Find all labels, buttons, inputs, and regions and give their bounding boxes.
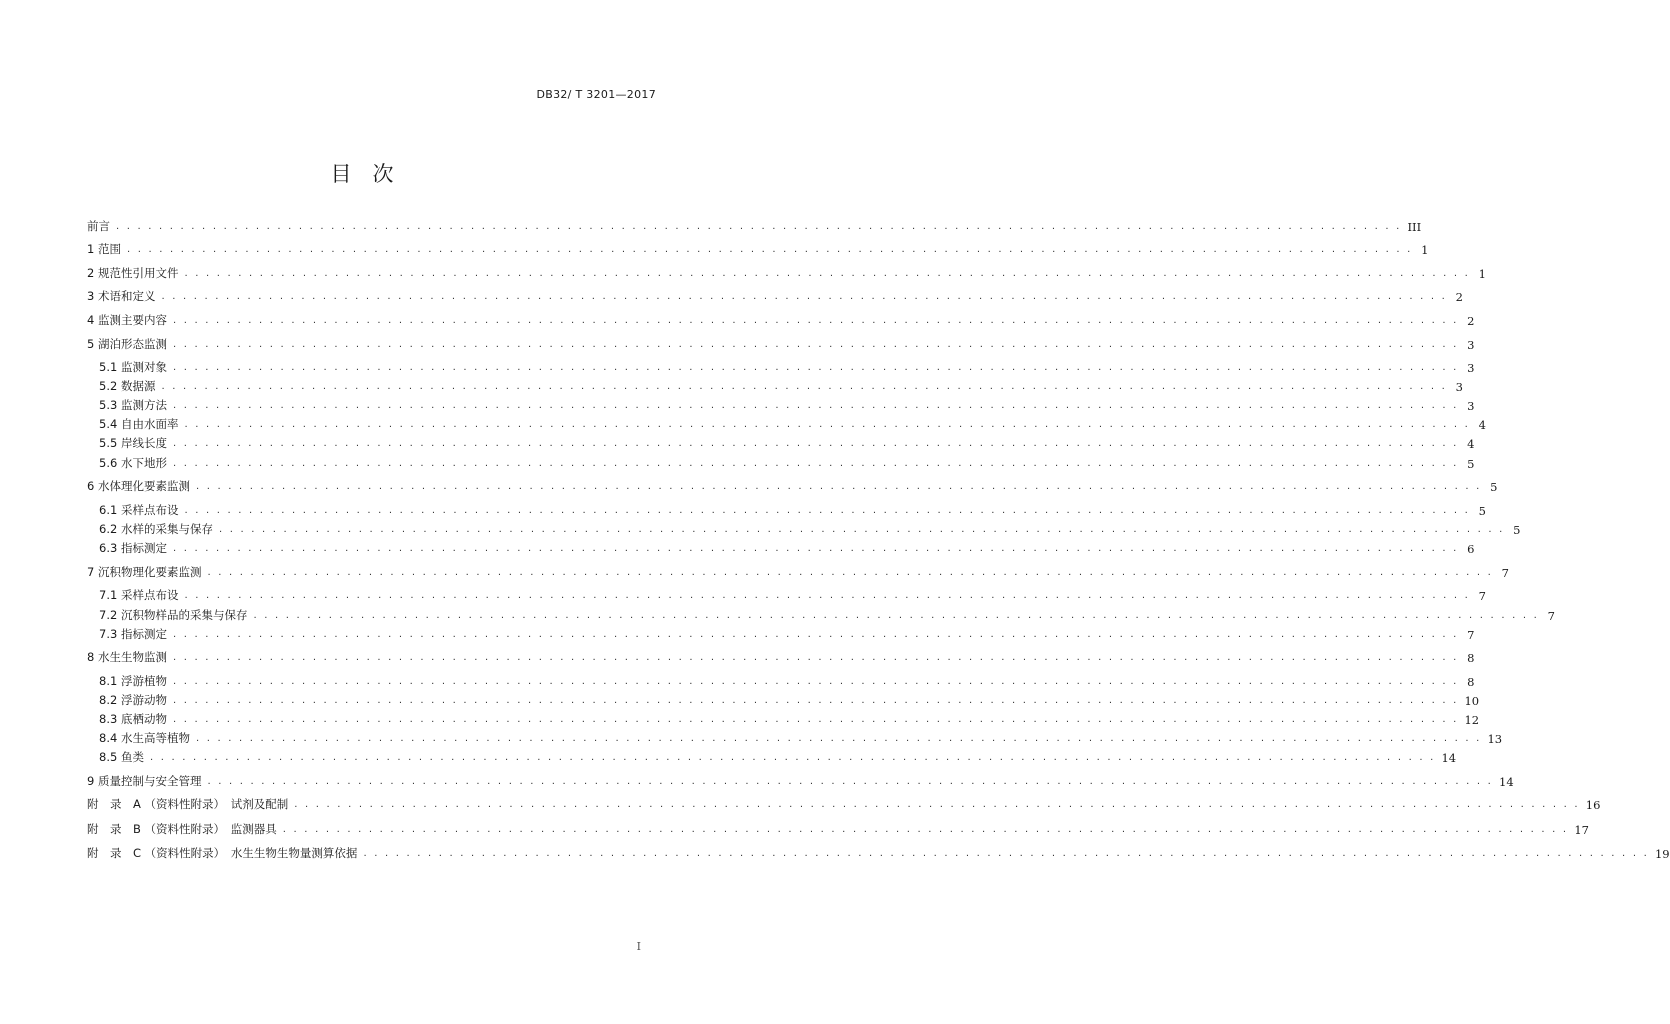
toc-entry-label: 8 水生生物监测 bbox=[87, 650, 167, 664]
toc-leader-dots: . . . . . . . . . . . . . . . . . . . . . . . . . . . . . . . . . . . . . . . . . . . . . . . . . . . . . . . . . . . . . . . . . . . . . . . . . . . . . . . . . . . . . . . . . . . . . . . . . . . . . . . . . . . . . . . . . . . . . . . . bbox=[172, 458, 1459, 469]
toc-entry-label: 6.2 水样的采集与保存 bbox=[99, 522, 213, 536]
toc-entry-page: 4 bbox=[1478, 418, 1486, 432]
toc-entry-label: 附 录 A （资料性附录） 试剂及配制 bbox=[87, 797, 289, 811]
toc-entry-page: 13 bbox=[1487, 732, 1503, 746]
toc-entry[interactable] bbox=[87, 474, 1498, 494]
toc-entry-label: 3 术语和定义 bbox=[87, 289, 156, 303]
toc-entry-page: 3 bbox=[1467, 361, 1475, 375]
toc-entry[interactable] bbox=[87, 622, 1475, 642]
toc-entry-page: 5 bbox=[1467, 457, 1475, 471]
toc-entry-label: 5.6 水下地形 bbox=[99, 456, 167, 470]
toc-entry-label: 4 监测主要内容 bbox=[87, 313, 167, 327]
toc-entry[interactable] bbox=[87, 517, 1521, 537]
toc-entry-page: 6 bbox=[1467, 542, 1475, 556]
toc-entry-page: 5 bbox=[1513, 523, 1521, 537]
toc-entry-page: 5 bbox=[1478, 504, 1486, 518]
toc-entry[interactable] bbox=[87, 412, 1486, 432]
toc-entry[interactable] bbox=[87, 560, 1509, 580]
toc-entry[interactable] bbox=[87, 707, 1480, 727]
toc-leader-dots: . . . . . . . . . . . . . . . . . . . . . . . . . . . . . . . . . . . . . . . . . . . . . . . . . . . . . . . . . . . . . . . . . . . . . . . . . . . . . . . . . . . . . . . . . . . . . . . . . . . . . . . . . . . . . . . . . . . . . . . . bbox=[184, 590, 1470, 601]
toc-leader-dots: . . . . . . . . . . . . . . . . . . . . . . . . . . . . . . . . . . . . . . . . . . . . . . . . . . . . . . . . . . . . . . . . . . . . . . . . . . . . . . . . . . . . . . . . . . . . . . . . . . . . . . . . . . . . . . . . . . . . . . . . bbox=[172, 714, 1459, 725]
toc-entry-page: 8 bbox=[1467, 651, 1475, 665]
toc-entry-page: 7 bbox=[1467, 628, 1475, 642]
toc-entry-label: 5.2 数据源 bbox=[99, 379, 156, 393]
toc-entry-page: 5 bbox=[1490, 480, 1498, 494]
toc-entry-page: 12 bbox=[1464, 713, 1480, 727]
toc-entry-label: 7 沉积物理化要素监测 bbox=[87, 565, 202, 579]
toc-entry-page: 19 bbox=[1654, 847, 1670, 861]
toc-entry-page: 3 bbox=[1467, 399, 1475, 413]
toc-leader-dots: . . . . . . . . . . . . . . . . . . . . . . . . . . . . . . . . . . . . . . . . . . . . . . . . . . . . . . . . . . . . . . . . . . . . . . . . . . . . . . . . . . . . . . . . . . . . . . . . . . . . . . . . . . . . . . . . . . . . . . . . bbox=[149, 752, 1436, 763]
toc-entry-page: 1 bbox=[1421, 243, 1429, 257]
toc-leader-dots: . . . . . . . . . . . . . . . . . . . . . . . . . . . . . . . . . . . . . . . . . . . . . . . . . . . . . . . . . . . . . . . . . . . . . . . . . . . . . . . . . . . . . . . . . . . . . . . . . . . . . . . . . . . . . . . . . . . . . . . . bbox=[195, 481, 1482, 492]
toc-entry-label: 5.4 自由水面率 bbox=[99, 417, 179, 431]
toc-leader-dots: . . . . . . . . . . . . . . . . . . . . . . . . . . . . . . . . . . . . . . . . . . . . . . . . . . . . . . . . . . . . . . . . . . . . . . . . . . . . . . . . . . . . . . . . . . . . . . . . . . . . . . . . . . . . . . . . . . . . . . . . bbox=[282, 824, 1569, 835]
toc-entry[interactable] bbox=[87, 332, 1475, 352]
toc-entry-page: 1 bbox=[1478, 267, 1486, 281]
toc-entry-label: 8.5 鱼类 bbox=[99, 750, 144, 764]
toc-entry[interactable] bbox=[87, 726, 1503, 746]
toc-entry[interactable] bbox=[87, 431, 1475, 451]
toc-leader-dots: . . . . . . . . . . . . . . . . . . . . . . . . . . . . . . . . . . . . . . . . . . . . . . . . . . . . . . . . . . . . . . . . . . . . . . . . . . . . . . . . . . . . . . . . . . . . . . . . . . . . . . . . . . . . . . . . . . . . . . . . bbox=[172, 315, 1459, 326]
toc-entry[interactable] bbox=[87, 645, 1475, 665]
toc-entry[interactable] bbox=[87, 284, 1463, 304]
toc-leader-dots: . . . . . . . . . . . . . . . . . . . . . . . . . . . . . . . . . . . . . . . . . . . . . . . . . . . . . . . . . . . . . . . . . . . . . . . . . . . . . . . . . . . . . . . . . . . . . . . . . . . . . . . . . . . . . . . . . . . . . . . . bbox=[218, 524, 1505, 535]
toc-entry[interactable] bbox=[87, 393, 1475, 413]
toc-entry[interactable] bbox=[87, 355, 1475, 375]
toc-entry-label: 8.2 浮游动物 bbox=[99, 693, 167, 707]
toc-entry-label: 8.4 水生高等植物 bbox=[99, 731, 190, 745]
toc-entry-page: 3 bbox=[1455, 380, 1463, 394]
toc-entry[interactable] bbox=[87, 688, 1480, 708]
toc-entry-page: 14 bbox=[1499, 775, 1514, 789]
toc-entry-label: 5.5 岸线长度 bbox=[99, 436, 167, 450]
toc-entry[interactable] bbox=[87, 214, 1422, 234]
toc-leader-dots: . . . . . . . . . . . . . . . . . . . . . . . . . . . . . . . . . . . . . . . . . . . . . . . . . . . . . . . . . . . . . . . . . . . . . . . . . . . . . . . . . . . . . . . . . . . . . . . . . . . . . . . . . . . . . . . . . . . . . . . . bbox=[184, 268, 1470, 279]
toc-entry[interactable] bbox=[87, 603, 1555, 623]
page-title: 目 次 bbox=[330, 162, 394, 186]
toc-entry[interactable] bbox=[87, 583, 1486, 603]
toc-leader-dots: . . . . . . . . . . . . . . . . . . . . . . . . . . . . . . . . . . . . . . . . . . . . . . . . . . . . . . . . . . . . . . . . . . . . . . . . . . . . . . . . . . . . . . . . . . . . . . . . . . . . . . . . . . . . . . . . . . . . . . . . bbox=[207, 776, 1493, 787]
toc-entry-page: 7 bbox=[1478, 589, 1486, 603]
toc-entry-label: 6.1 采样点布设 bbox=[99, 503, 179, 517]
toc-leader-dots: . . . . . . . . . . . . . . . . . . . . . . . . . . . . . . . . . . . . . . . . . . . . . . . . . . . . . . . . . . . . . . . . . . . . . . . . . . . . . . . . . . . . . . . . . . . . . . . . . . . . . . . . . . . . . . . . . . . . . . . . bbox=[363, 848, 1649, 859]
document-code: DB32/ T 3201—2017 bbox=[536, 88, 656, 101]
toc-entry[interactable] bbox=[87, 669, 1475, 689]
toc-entry-page: 8 bbox=[1467, 675, 1475, 689]
toc-leader-dots: . . . . . . . . . . . . . . . . . . . . . . . . . . . . . . . . . . . . . . . . . . . . . . . . . . . . . . . . . . . . . . . . . . . . . . . . . . . . . . . . . . . . . . . . . . . . . . . . . . . . . . . . . . . . . . . . . . . . . . . . bbox=[195, 733, 1482, 744]
toc-entry-page: 2 bbox=[1455, 290, 1463, 304]
toc-entry-label: 7.3 指标测定 bbox=[99, 627, 167, 641]
toc-entry-label: 附 录 B （资料性附录） 监测器具 bbox=[87, 822, 277, 836]
toc-entry-page: 2 bbox=[1467, 314, 1475, 328]
toc-entry-label: 8.1 浮游植物 bbox=[99, 674, 167, 688]
toc-leader-dots: . . . . . . . . . . . . . . . . . . . . . . . . . . . . . . . . . . . . . . . . . . . . . . . . . . . . . . . . . . . . . . . . . . . . . . . . . . . . . . . . . . . . . . . . . . . . . . . . . . . . . . . . . . . . . . . . . . . . . . . . bbox=[161, 381, 1447, 392]
toc-entry[interactable] bbox=[87, 745, 1457, 765]
toc-leader-dots: . . . . . . . . . . . . . . . . . . . . . . . . . . . . . . . . . . . . . . . . . . . . . . . . . . . . . . . . . . . . . . . . . . . . . . . . . . . . . . . . . . . . . . . . . . . . . . . . . . . . . . . . . . . . . . . . . . . . . . . . bbox=[116, 221, 1402, 232]
toc-entry-label: 6.3 指标测定 bbox=[99, 541, 167, 555]
toc-leader-dots: . . . . . . . . . . . . . . . . . . . . . . . . . . . . . . . . . . . . . . . . . . . . . . . . . . . . . . . . . . . . . . . . . . . . . . . . . . . . . . . . . . . . . . . . . . . . . . . . . . . . . . . . . . . . . . . . . . . . . . . . bbox=[172, 362, 1459, 373]
toc-entry-page: 7 bbox=[1501, 566, 1509, 580]
toc-entry-label: 1 范围 bbox=[87, 242, 121, 256]
toc-entry-page: III bbox=[1407, 220, 1422, 234]
toc-entry-label: 8.3 底栖动物 bbox=[99, 712, 167, 726]
toc-entry-page: 4 bbox=[1467, 437, 1475, 451]
toc-leader-dots: . . . . . . . . . . . . . . . . . . . . . . . . . . . . . . . . . . . . . . . . . . . . . . . . . . . . . . . . . . . . . . . . . . . . . . . . . . . . . . . . . . . . . . . . . . . . . . . . . . . . . . . . . . . . . . . . . . . . . . . . bbox=[253, 610, 1539, 621]
toc-entry-label: 前言 bbox=[87, 219, 110, 233]
toc-leader-dots: . . . . . . . . . . . . . . . . . . . . . . . . . . . . . . . . . . . . . . . . . . . . . . . . . . . . . . . . . . . . . . . . . . . . . . . . . . . . . . . . . . . . . . . . . . . . . . . . . . . . . . . . . . . . . . . . . . . . . . . . bbox=[294, 799, 1580, 810]
toc-entry-page: 16 bbox=[1585, 798, 1601, 812]
toc-entry[interactable] bbox=[87, 237, 1429, 257]
toc-entry[interactable] bbox=[87, 451, 1475, 471]
toc-entry-label: 附 录 C （资料性附录） 水生生物生物量测算依据 bbox=[87, 846, 358, 860]
toc-leader-dots: . . . . . . . . . . . . . . . . . . . . . . . . . . . . . . . . . . . . . . . . . . . . . . . . . . . . . . . . . . . . . . . . . . . . . . . . . . . . . . . . . . . . . . . . . . . . . . . . . . . . . . . . . . . . . . . . . . . . . . . . bbox=[172, 543, 1459, 554]
toc-entry-page: 17 bbox=[1574, 823, 1589, 837]
toc-leader-dots: . . . . . . . . . . . . . . . . . . . . . . . . . . . . . . . . . . . . . . . . . . . . . . . . . . . . . . . . . . . . . . . . . . . . . . . . . . . . . . . . . . . . . . . . . . . . . . . . . . . . . . . . . . . . . . . . . . . . . . . . bbox=[172, 400, 1459, 411]
toc-entry-label: 6 水体理化要素监测 bbox=[87, 479, 190, 493]
toc-leader-dots: . . . . . . . . . . . . . . . . . . . . . . . . . . . . . . . . . . . . . . . . . . . . . . . . . . . . . . . . . . . . . . . . . . . . . . . . . . . . . . . . . . . . . . . . . . . . . . . . . . . . . . . . . . . . . . . . . . . . . . . . bbox=[172, 695, 1459, 706]
toc-entry-page: 3 bbox=[1467, 338, 1475, 352]
toc-entry-label: 5.3 监测方法 bbox=[99, 398, 167, 412]
toc-entry-label: 2 规范性引用文件 bbox=[87, 266, 179, 280]
toc-leader-dots: . . . . . . . . . . . . . . . . . . . . . . . . . . . . . . . . . . . . . . . . . . . . . . . . . . . . . . . . . . . . . . . . . . . . . . . . . . . . . . . . . . . . . . . . . . . . . . . . . . . . . . . . . . . . . . . . . . . . . . . . bbox=[172, 438, 1459, 449]
toc-entry-page: 14 bbox=[1441, 751, 1457, 765]
toc-leader-dots: . . . . . . . . . . . . . . . . . . . . . . . . . . . . . . . . . . . . . . . . . . . . . . . . . . . . . . . . . . . . . . . . . . . . . . . . . . . . . . . . . . . . . . . . . . . . . . . . . . . . . . . . . . . . . . . . . . . . . . . . bbox=[207, 567, 1493, 578]
toc-entry[interactable] bbox=[87, 792, 1601, 812]
toc-leader-dots: . . . . . . . . . . . . . . . . . . . . . . . . . . . . . . . . . . . . . . . . . . . . . . . . . . . . . . . . . . . . . . . . . . . . . . . . . . . . . . . . . . . . . . . . . . . . . . . . . . . . . . . . . . . . . . . . . . . . . . . . bbox=[172, 339, 1459, 350]
toc-leader-dots: . . . . . . . . . . . . . . . . . . . . . . . . . . . . . . . . . . . . . . . . . . . . . . . . . . . . . . . . . . . . . . . . . . . . . . . . . . . . . . . . . . . . . . . . . . . . . . . . . . . . . . . . . . . . . . . . . . . . . . . . bbox=[172, 652, 1459, 663]
toc-entry[interactable] bbox=[87, 769, 1514, 789]
toc-entry-label: 7.2 沉积物样品的采集与保存 bbox=[99, 608, 248, 622]
toc-leader-dots: . . . . . . . . . . . . . . . . . . . . . . . . . . . . . . . . . . . . . . . . . . . . . . . . . . . . . . . . . . . . . . . . . . . . . . . . . . . . . . . . . . . . . . . . . . . . . . . . . . . . . . . . . . . . . . . . . . . . . . . . bbox=[126, 244, 1413, 255]
toc-entry[interactable] bbox=[87, 817, 1589, 837]
toc-entry[interactable] bbox=[87, 261, 1486, 281]
toc-entry-label: 9 质量控制与安全管理 bbox=[87, 774, 202, 788]
toc-entry-label: 7.1 采样点布设 bbox=[99, 588, 179, 602]
toc-entry[interactable] bbox=[87, 536, 1475, 556]
toc-leader-dots: . . . . . . . . . . . . . . . . . . . . . . . . . . . . . . . . . . . . . . . . . . . . . . . . . . . . . . . . . . . . . . . . . . . . . . . . . . . . . . . . . . . . . . . . . . . . . . . . . . . . . . . . . . . . . . . . . . . . . . . . bbox=[172, 629, 1459, 640]
toc-entry-page: 7 bbox=[1547, 609, 1555, 623]
toc-entry[interactable] bbox=[87, 841, 1670, 861]
toc-entry-page: 10 bbox=[1464, 694, 1480, 708]
toc-entry[interactable] bbox=[87, 374, 1463, 394]
toc-entry[interactable] bbox=[87, 498, 1486, 518]
toc-leader-dots: . . . . . . . . . . . . . . . . . . . . . . . . . . . . . . . . . . . . . . . . . . . . . . . . . . . . . . . . . . . . . . . . . . . . . . . . . . . . . . . . . . . . . . . . . . . . . . . . . . . . . . . . . . . . . . . . . . . . . . . . bbox=[184, 419, 1470, 430]
toc-leader-dots: . . . . . . . . . . . . . . . . . . . . . . . . . . . . . . . . . . . . . . . . . . . . . . . . . . . . . . . . . . . . . . . . . . . . . . . . . . . . . . . . . . . . . . . . . . . . . . . . . . . . . . . . . . . . . . . . . . . . . . . . bbox=[161, 291, 1447, 302]
toc-entry-label: 5.1 监测对象 bbox=[99, 360, 167, 374]
toc-entry[interactable] bbox=[87, 308, 1475, 328]
toc-leader-dots: . . . . . . . . . . . . . . . . . . . . . . . . . . . . . . . . . . . . . . . . . . . . . . . . . . . . . . . . . . . . . . . . . . . . . . . . . . . . . . . . . . . . . . . . . . . . . . . . . . . . . . . . . . . . . . . . . . . . . . . . bbox=[184, 505, 1470, 516]
footer-page-number: I bbox=[636, 940, 641, 953]
toc-entry-label: 5 湖泊形态监测 bbox=[87, 337, 167, 351]
toc-leader-dots: . . . . . . . . . . . . . . . . . . . . . . . . . . . . . . . . . . . . . . . . . . . . . . . . . . . . . . . . . . . . . . . . . . . . . . . . . . . . . . . . . . . . . . . . . . . . . . . . . . . . . . . . . . . . . . . . . . . . . . . . bbox=[172, 676, 1459, 687]
